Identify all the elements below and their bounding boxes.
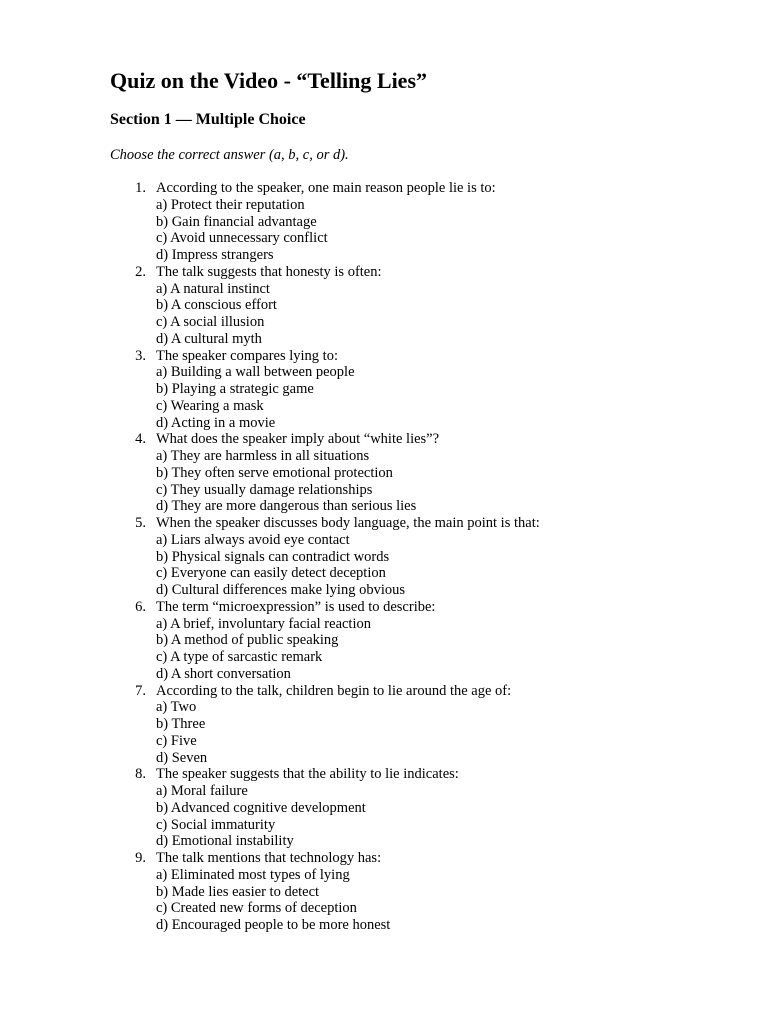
question-list xyxy=(0,180,768,934)
question-item xyxy=(0,431,768,515)
answer-option: c) Social immaturity xyxy=(156,816,276,833)
answer-option: c) A type of sarcastic remark xyxy=(156,649,323,665)
question-item xyxy=(0,515,768,599)
answer-option: d) Acting in a movie xyxy=(156,414,276,431)
question-item xyxy=(0,599,768,683)
instructions: Choose the correct answer (a, b, c, or d). xyxy=(110,147,349,163)
answer-option: b) Physical signals can contradict words xyxy=(156,548,390,565)
answer-option: c) Everyone can easily detect deception xyxy=(156,565,386,582)
answer-option: b) A method of public speaking xyxy=(156,632,339,649)
question-item xyxy=(0,348,768,432)
answer-option: c) A social illusion xyxy=(156,314,265,330)
answer-option: a) They are harmless in all situations xyxy=(156,448,370,464)
section-heading: Section 1 — Multiple Choice xyxy=(110,111,306,128)
question-text: When the speaker discusses body language, the main point is that: xyxy=(156,515,540,531)
answer-option: b) Gain financial advantage xyxy=(156,213,317,230)
answer-option: d) A short conversation xyxy=(156,665,291,682)
question-text: The talk suggests that honesty is often: xyxy=(156,263,382,280)
answer-option: a) Building a wall between people xyxy=(156,364,355,381)
question-text: According to the speaker, one main reason people lie is to: xyxy=(156,180,496,196)
question-item xyxy=(0,180,768,264)
question-number: 8. xyxy=(135,766,146,783)
question-text: What does the speaker imply about “white lies”? xyxy=(156,431,440,448)
answer-option: a) A brief, involuntary facial reaction xyxy=(156,615,371,632)
question-text: According to the talk, children begin to lie around the age of: xyxy=(156,682,512,699)
answer-option: d) Cultural differences make lying obvious xyxy=(156,582,405,598)
answer-option: a) Eliminated most types of lying xyxy=(156,866,350,883)
answer-option: c) Five xyxy=(156,732,197,749)
question-number: 5. xyxy=(135,515,146,531)
answer-option: d) They are more dangerous than serious lies xyxy=(156,498,417,515)
question-item xyxy=(0,766,768,850)
answer-option: b) Made lies easier to detect xyxy=(156,883,320,900)
answer-option: d) Seven xyxy=(156,749,208,766)
answer-option: a) Protect their reputation xyxy=(156,196,305,213)
answer-option: c) Avoid unnecessary conflict xyxy=(156,230,328,247)
question-number: 7. xyxy=(135,682,146,699)
answer-option: b) Advanced cognitive development xyxy=(156,799,366,816)
question-text: The speaker compares lying to: xyxy=(156,347,338,364)
answer-option: d) Impress strangers xyxy=(156,247,274,263)
question-number: 6. xyxy=(135,598,146,615)
question-number: 9. xyxy=(135,850,146,866)
question-number: 4. xyxy=(135,431,146,448)
answer-option: d) A cultural myth xyxy=(156,330,262,347)
answer-option: b) Playing a strategic game xyxy=(156,381,314,397)
answer-option: d) Encouraged people to be more honest xyxy=(156,917,391,933)
answer-option: c) Wearing a mask xyxy=(156,397,264,414)
answer-option: b) Three xyxy=(156,716,206,732)
question-text: The term “microexpression” is used to describe: xyxy=(156,598,436,615)
answer-option: a) Liars always avoid eye contact xyxy=(156,531,350,548)
question-number: 2. xyxy=(135,263,146,280)
question-number: 1. xyxy=(135,180,146,196)
question-item xyxy=(0,264,768,348)
question-item xyxy=(0,850,768,934)
answer-option: d) Emotional instability xyxy=(156,833,294,850)
answer-option: c) Created new forms of deception xyxy=(156,900,357,917)
answer-option: a) A natural instinct xyxy=(156,280,270,297)
document-title: Quiz on the Video - “Telling Lies” xyxy=(110,68,428,93)
question-text: The speaker suggests that the ability to lie indicates: xyxy=(156,766,459,783)
question-item xyxy=(0,683,768,767)
answer-option: a) Moral failure xyxy=(156,783,248,799)
question-text: The talk mentions that technology has: xyxy=(156,850,382,866)
question-number: 3. xyxy=(135,347,146,364)
answer-option: b) A conscious effort xyxy=(156,297,277,314)
answer-option: a) Two xyxy=(156,699,197,716)
answer-option: b) They often serve emotional protection xyxy=(156,464,393,481)
answer-option: c) They usually damage relationships xyxy=(156,481,373,498)
